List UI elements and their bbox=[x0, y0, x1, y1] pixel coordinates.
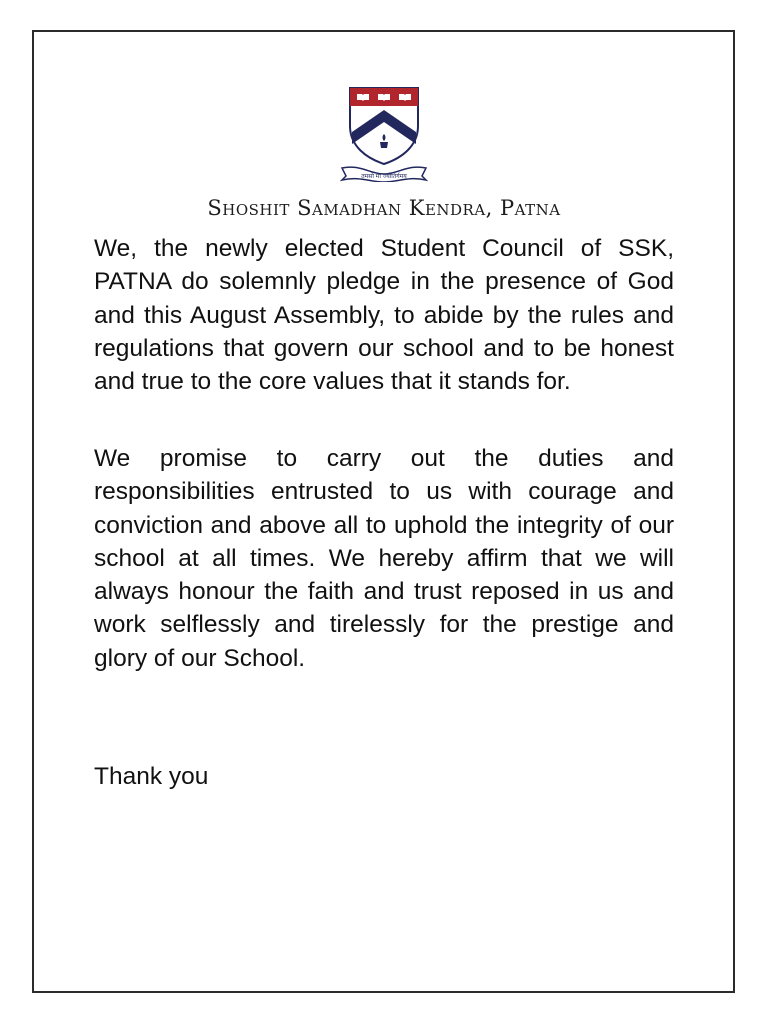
school-crest-logo bbox=[340, 84, 428, 182]
pledge-paragraph-2: We promise to carry out the duties and responsibilities entrusted to us with courage and conviction and above all to uphold the integrity of our school at all times. We hereby affirm that we will always honour the faith and trust reposed in us and work selflessly and tirelessly for the prestige and glory of our School. bbox=[94, 445, 674, 672]
svg-text:तमसो मा ज्योतिर्गमय: तमसो मा ज्योतिर्गमय bbox=[361, 173, 407, 180]
school-name-heading: Shoshit Samadhan Kendra, Patna bbox=[207, 196, 561, 220]
pledge-paragraph-1: We, the newly elected Student Council of SSK, PATNA do solemnly pledge in the presence of God and this August Assembly, to abide by the rules and regulations that govern our school and to be honest and true to the core values that it stands for. bbox=[94, 235, 674, 396]
closing-text: Thank you bbox=[94, 763, 209, 790]
shield-icon bbox=[340, 84, 428, 182]
